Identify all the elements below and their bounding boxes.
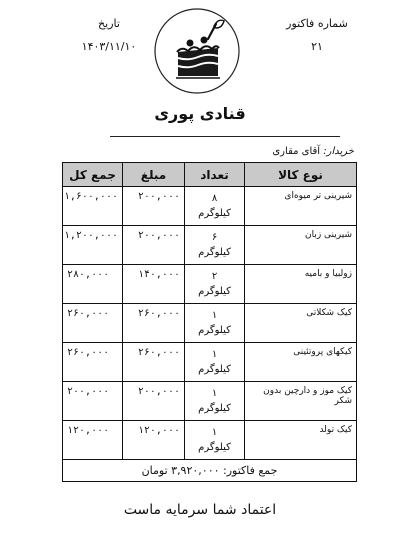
title-divider bbox=[110, 136, 340, 137]
qty-value: ۶ bbox=[211, 232, 218, 243]
cell-qty bbox=[185, 382, 245, 421]
cell-total: ۲۸۰,۰۰۰ bbox=[63, 265, 123, 304]
cell-total: ۱,۲۰۰,۰۰۰ bbox=[63, 226, 123, 265]
cell-qty bbox=[185, 343, 245, 382]
header-total: جمع کل bbox=[63, 163, 123, 187]
qty-value: ۱ bbox=[211, 310, 218, 321]
table-row bbox=[63, 304, 357, 343]
qty-unit: کیلوگرم bbox=[198, 208, 231, 219]
table-row bbox=[63, 226, 357, 265]
cell-qty bbox=[185, 226, 245, 265]
cell-total: ۲۶۰,۰۰۰ bbox=[63, 343, 123, 382]
grand-total-row bbox=[63, 460, 357, 482]
cell-price: ۲۰۰,۰۰۰ bbox=[123, 187, 185, 226]
cell-price: ۱۴۰,۰۰۰ bbox=[123, 265, 185, 304]
qty-unit: کیلوگرم bbox=[198, 403, 231, 414]
cell-item: شیرینی تر میوه‌ای bbox=[245, 187, 357, 226]
cell-item: کیکهای پروتئینی bbox=[245, 343, 357, 382]
qty-unit: کیلوگرم bbox=[198, 286, 231, 297]
table-row bbox=[63, 382, 357, 421]
invoice-number-label: شماره فاکتور bbox=[286, 17, 348, 30]
cell-qty bbox=[185, 421, 245, 460]
header-item: نوع کالا bbox=[245, 163, 357, 187]
qty-unit: کیلوگرم bbox=[198, 325, 231, 336]
table-row bbox=[63, 421, 357, 460]
cell-total: ۱۲۰,۰۰۰ bbox=[63, 421, 123, 460]
footer-thanks: اعتماد شما سرمایه ماست bbox=[123, 502, 277, 518]
invoice-date: ۱۴۰۳/۱۱/۱۰ bbox=[81, 40, 137, 53]
buyer-line bbox=[272, 146, 354, 157]
cell-price: ۲۰۰,۰۰۰ bbox=[123, 226, 185, 265]
date-label: تاریخ bbox=[98, 17, 120, 30]
invoice-number-block bbox=[272, 17, 362, 53]
buyer-name: آقای مقاری bbox=[272, 146, 321, 157]
cell-item: کیک شکلاتی bbox=[245, 304, 357, 343]
qty-value: ۲ bbox=[211, 271, 218, 282]
cell-item: زولبیا و بامیه bbox=[245, 265, 357, 304]
cell-item: شیرینی زبان bbox=[245, 226, 357, 265]
cell-price: ۲۶۰,۰۰۰ bbox=[123, 343, 185, 382]
header-qty: تعداد bbox=[185, 163, 245, 187]
qty-value: ۱ bbox=[211, 427, 218, 438]
cell-total: ۲۰۰,۰۰۰ bbox=[63, 382, 123, 421]
cake-slice-icon bbox=[152, 6, 242, 96]
header-price: مبلغ bbox=[123, 163, 185, 187]
cell-price: ۲۶۰,۰۰۰ bbox=[123, 304, 185, 343]
cell-qty bbox=[185, 265, 245, 304]
qty-value: ۸ bbox=[211, 193, 218, 204]
grand-total-cell bbox=[63, 460, 357, 482]
grand-total-label: جمع فاکتور: bbox=[223, 464, 278, 477]
table-row bbox=[63, 265, 357, 304]
qty-unit: کیلوگرم bbox=[198, 442, 231, 453]
invoice-number: ۲۱ bbox=[311, 40, 323, 53]
cell-price: ۲۰۰,۰۰۰ bbox=[123, 382, 185, 421]
currency-label: تومان bbox=[141, 464, 168, 477]
cell-price: ۱۲۰,۰۰۰ bbox=[123, 421, 185, 460]
cell-total: ۱,۶۰۰,۰۰۰ bbox=[63, 187, 123, 226]
date-block bbox=[64, 17, 154, 53]
table-row bbox=[63, 187, 357, 226]
cell-item: کیک موز و دارچین بدون شکر bbox=[245, 382, 357, 421]
table-row bbox=[63, 343, 357, 382]
shop-name: قنادی پوری bbox=[154, 104, 246, 123]
qty-unit: کیلوگرم bbox=[198, 364, 231, 375]
cell-total: ۲۶۰,۰۰۰ bbox=[63, 304, 123, 343]
items-table bbox=[62, 162, 357, 482]
cell-qty bbox=[185, 304, 245, 343]
grand-total-value: ۳,۹۲۰,۰۰۰ bbox=[171, 464, 220, 477]
cell-qty bbox=[185, 187, 245, 226]
table-header-row bbox=[63, 163, 357, 187]
qty-unit: کیلوگرم bbox=[198, 247, 231, 258]
cell-item: کیک تولد bbox=[245, 421, 357, 460]
buyer-label: خریدار: bbox=[323, 146, 354, 157]
qty-value: ۱ bbox=[211, 349, 218, 360]
qty-value: ۱ bbox=[211, 388, 218, 399]
